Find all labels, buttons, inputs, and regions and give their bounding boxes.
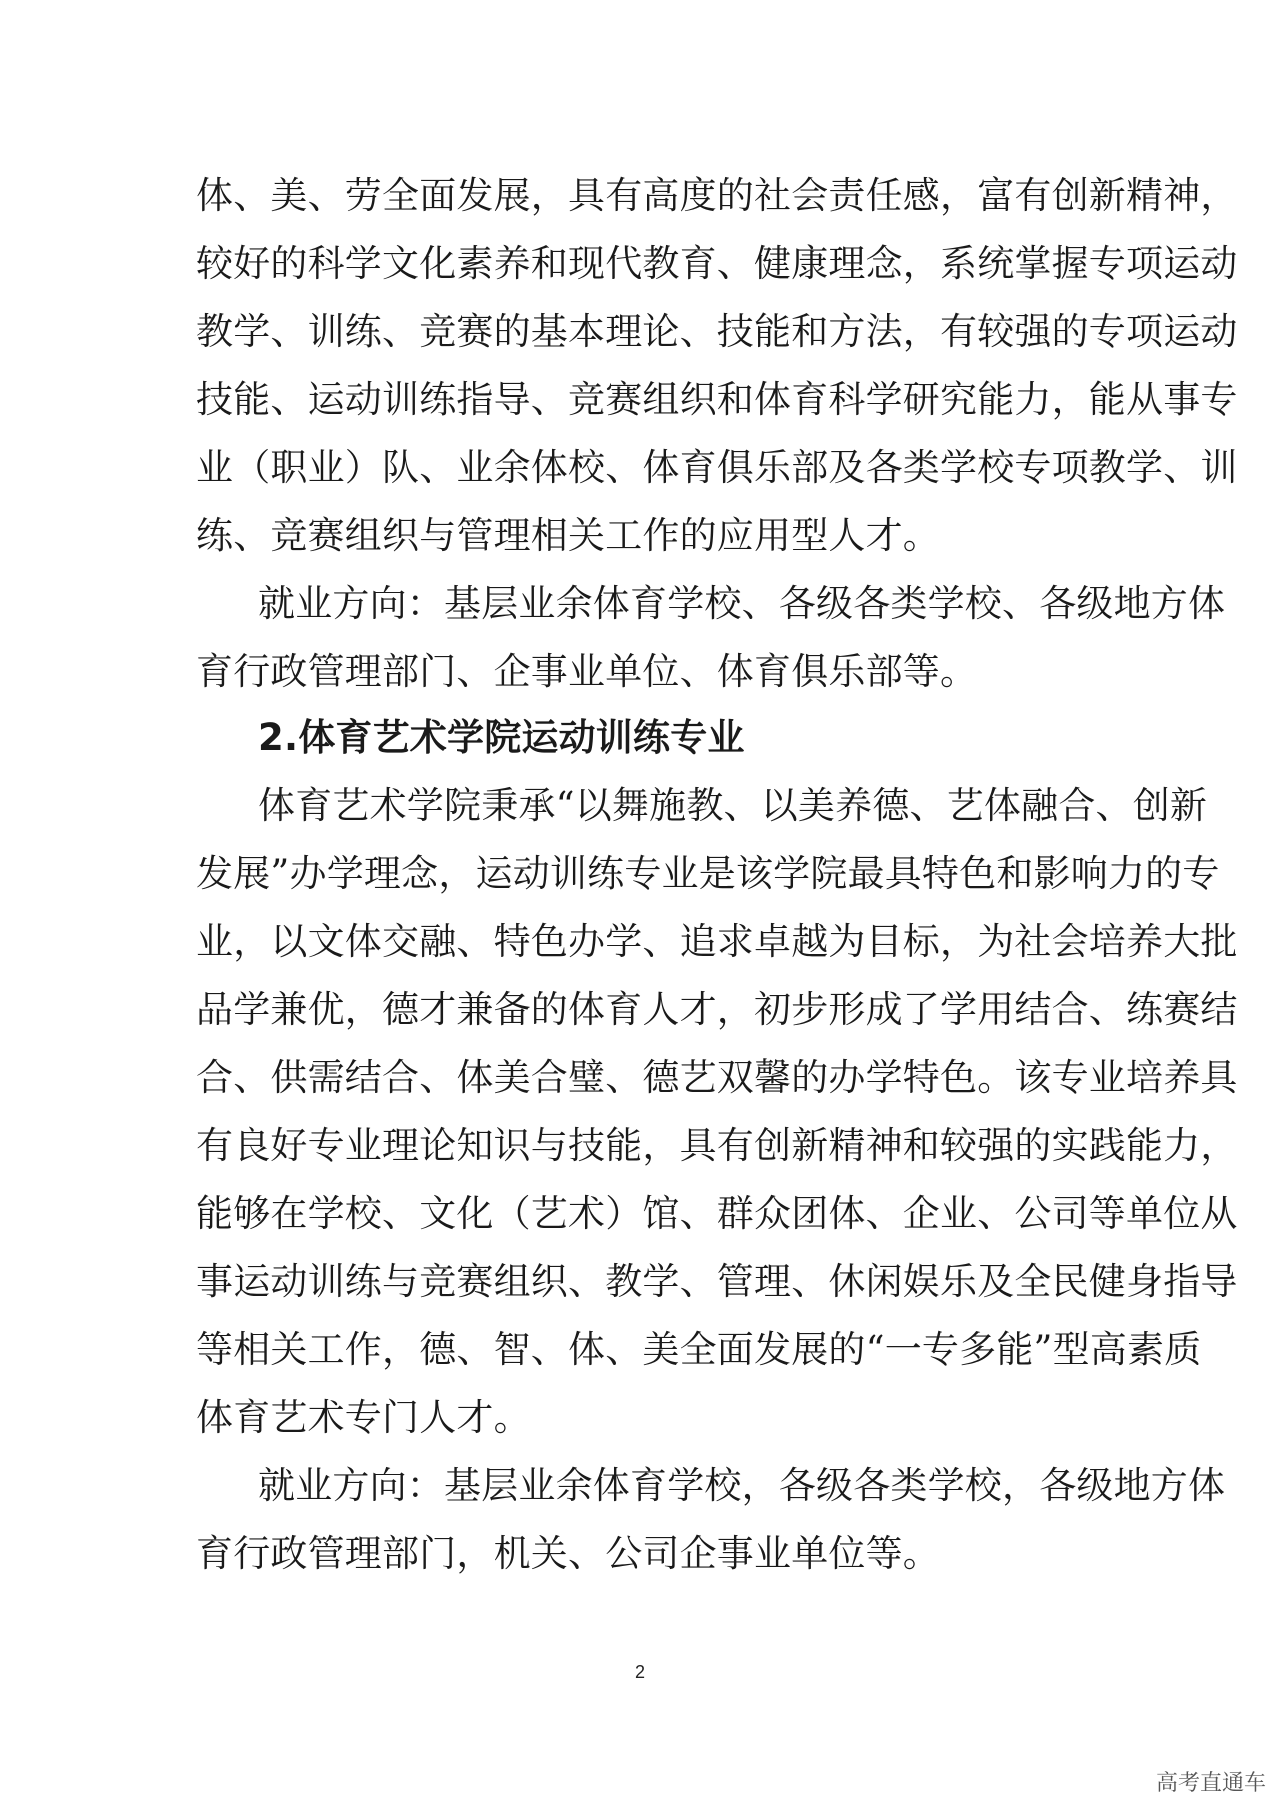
body-text-line: 事运动训练与竞赛组织、教学、管理、休闲娱乐及全民健身指导 (196, 1260, 1238, 1303)
body-text-line: 品学兼优，德才兼备的体育人才，初步形成了学用结合、练赛结 (196, 988, 1238, 1031)
body-text-line: 业，以文体交融、特色办学、追求卓越为目标，为社会培养大批 (196, 920, 1238, 963)
body-text-line: 体育艺术学院秉承“以舞施教、以美养德、艺体融合、创新 (258, 784, 1208, 827)
body-text-line: 练、竞赛组织与管理相关工作的应用型人才。 (196, 514, 940, 557)
section-heading: 2.体育艺术学院运动训练专业 (258, 716, 745, 759)
body-text-line: 合、供需结合、体美合璧、德艺双馨的办学特色。该专业培养具 (196, 1056, 1238, 1099)
body-text-line: 较好的科学文化素养和现代教育、健康理念，系统掌握专项运动 (196, 242, 1238, 285)
body-text-line: 有良好专业理论知识与技能，具有创新精神和较强的实践能力， (196, 1124, 1238, 1167)
body-text-line: 业（职业）队、业余体校、体育俱乐部及各类学校专项教学、训 (196, 446, 1238, 489)
body-text-line: 发展”办学理念，运动训练专业是该学院最具特色和影响力的专 (196, 852, 1220, 895)
body-text-line: 能够在学校、文化（艺术）馆、群众团体、企业、公司等单位从 (196, 1192, 1238, 1235)
body-text-line: 等相关工作，德、智、体、美全面发展的“一专多能”型高素质 (196, 1328, 1202, 1371)
body-text-line: 体、美、劳全面发展，具有高度的社会责任感，富有创新精神， (196, 174, 1238, 217)
page-number: 2 (634, 1662, 645, 1682)
watermark: 高考直通车 (1155, 1771, 1266, 1796)
body-text-line: 育行政管理部门，机关、公司企事业单位等。 (196, 1532, 940, 1575)
body-text-line: 体育艺术专门人才。 (196, 1396, 531, 1439)
body-text-line: 育行政管理部门、企事业单位、体育俱乐部等。 (196, 650, 978, 693)
body-text-line: 教学、训练、竞赛的基本理论、技能和方法，有较强的专项运动 (196, 310, 1238, 353)
employment-direction-line: 就业方向：基层业余体育学校，各级各类学校，各级地方体 (258, 1464, 1226, 1507)
employment-direction-line: 就业方向：基层业余体育学校、各级各类学校、各级地方体 (258, 582, 1226, 625)
body-text-line: 技能、运动训练指导、竞赛组织和体育科学研究能力，能从事专 (196, 378, 1238, 421)
